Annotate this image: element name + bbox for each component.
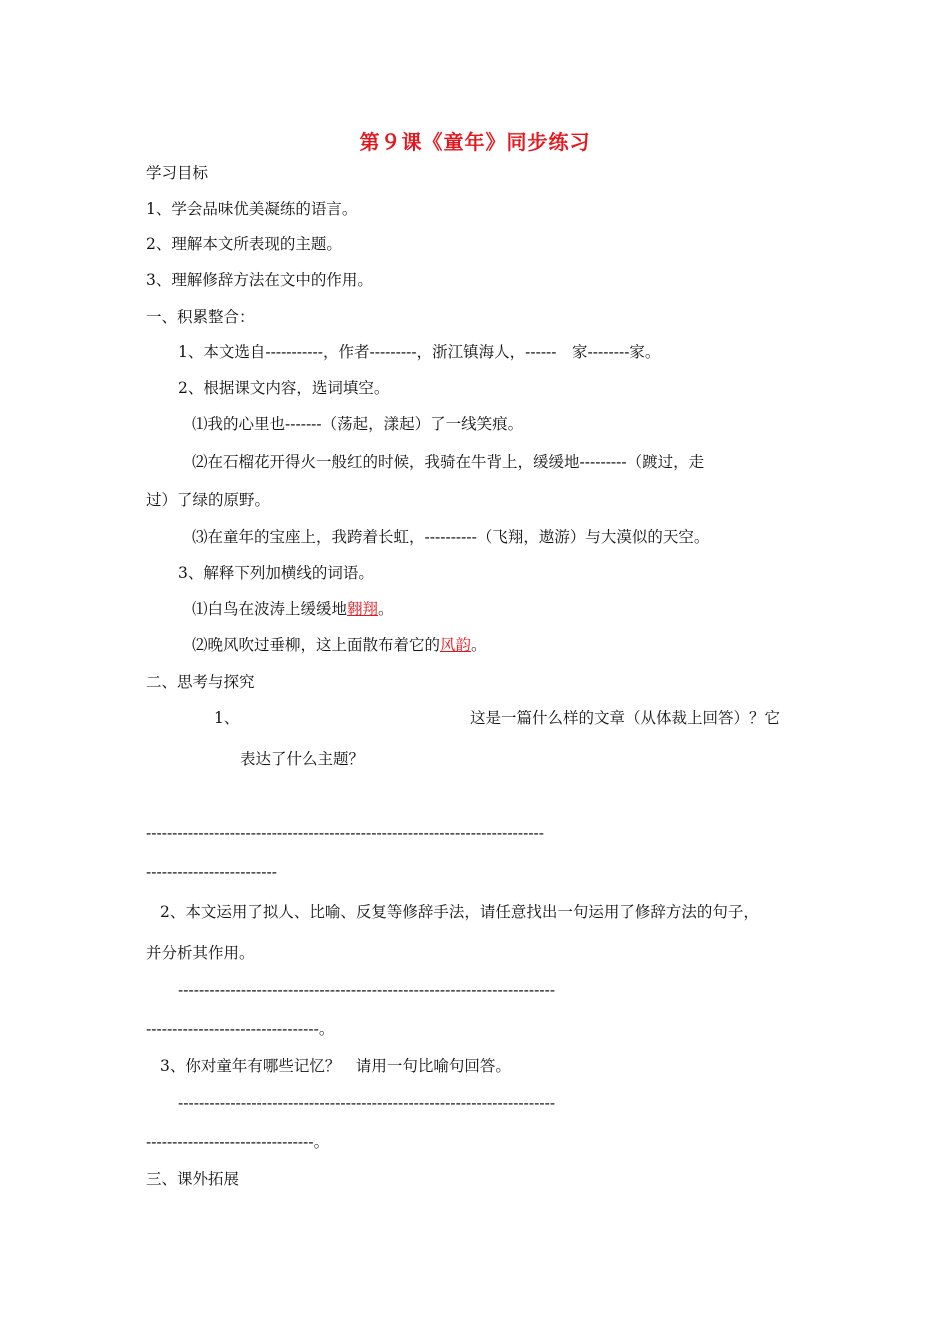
part2-question-1b: 表达了什么主题？ xyxy=(240,750,365,768)
q3-1-suffix: 。 xyxy=(378,600,394,618)
part1-question-3-2 xyxy=(192,635,487,655)
part1-heading: 一、积累整合： xyxy=(146,308,255,326)
part1-question-2-3: ⑶在童年的宝座上，我跨着长虹，----------（飞翔，遨游）与大漠似的天空。 xyxy=(192,528,710,546)
part1-question-3: 3、解释下列加横线的词语。 xyxy=(178,564,374,582)
part2-question-1a: 这是一篇什么样的文章（从体裁上回答）？它 xyxy=(470,709,781,727)
answer-line-3b: --------------------------------。 xyxy=(146,1133,330,1151)
part2-question-2b: 并分析其作用。 xyxy=(146,944,255,962)
part1-question-2: 2、根据课文内容，选词填空。 xyxy=(178,379,390,397)
q3-2-prefix: ⑵晚风吹过垂柳，这上面散布着它的 xyxy=(192,636,441,654)
part2-heading: 二、思考与探究 xyxy=(146,673,255,691)
page-title: 第９课《童年》同步练习 xyxy=(359,130,591,154)
goal-item-1: 1、学会品味优美凝练的语言。 xyxy=(146,200,358,218)
part1-question-2-2a: ⑵在石榴花开得火一般红的时候，我骑在牛背上，缓缓地---------（踱过，走 xyxy=(192,453,705,471)
part1-question-2-1: ⑴我的心里也-------（荡起，漾起）了一线笑痕。 xyxy=(192,415,524,433)
answer-line-3a: ------------------------------------------------------------------------ xyxy=(178,1094,556,1112)
underlined-word-1: 翱翔 xyxy=(347,600,379,618)
goals-heading: 学习目标 xyxy=(146,164,209,182)
part2-question-2a: 2、本文运用了拟人、比喻、反复等修辞手法，请任意找出一句运用了修辞方法的句子， xyxy=(160,903,759,921)
answer-line-1a: ---------------------------------------------------------------------------- xyxy=(146,824,545,842)
part1-question-1: 1、本文选自-----------，作者---------，浙江镇海人，------ 家--------家。 xyxy=(178,343,661,361)
goal-item-2: 2、理解本文所表现的主题。 xyxy=(146,235,342,253)
answer-line-1b: ------------------------- xyxy=(146,863,277,881)
part1-question-2-2b: 过）了绿的原野。 xyxy=(146,491,271,509)
part1-question-3-1 xyxy=(192,599,394,619)
part2-question-1-number: 1、 xyxy=(214,709,240,727)
goal-item-3: 3、理解修辞方法在文中的作用。 xyxy=(146,271,373,289)
part2-question-3: 3、你对童年有哪些记忆？ 请用一句比喻句回答。 xyxy=(160,1057,511,1075)
answer-line-2a: ------------------------------------------------------------------------ xyxy=(178,981,556,999)
q3-1-prefix: ⑴白鸟在波涛上缓缓地 xyxy=(192,600,348,618)
underlined-word-2: 风韵 xyxy=(440,636,472,654)
answer-line-2b: ---------------------------------。 xyxy=(146,1020,335,1038)
part3-heading: 三、课外拓展 xyxy=(146,1170,240,1188)
q3-2-suffix: 。 xyxy=(471,636,487,654)
